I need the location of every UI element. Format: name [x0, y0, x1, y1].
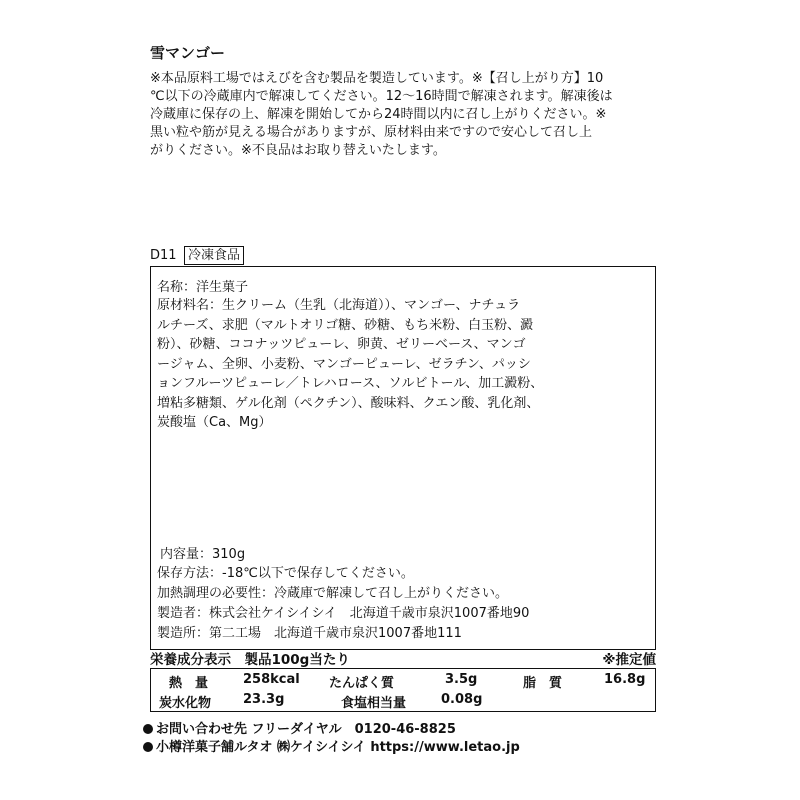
frozen-food-badge: 冷凍食品: [184, 246, 244, 265]
ingredients-line: ルチーズ、求肥（マルトオリゴ糖、砂糖、もち米粉、白玉粉、澱: [157, 317, 534, 333]
contact-line: [143, 736, 520, 755]
nutrition-heading: 栄養成分表示 製品100g当たり: [150, 652, 350, 668]
nutrition-value: 16.8g: [604, 672, 646, 687]
notes-line: ※本品原料工場ではえびを含む製品を製造しています。※【召し上がり方】10: [150, 71, 604, 86]
nutrition-value: 3.5g: [445, 672, 478, 687]
nutrition-label: 食塩相当量: [341, 696, 407, 711]
nutrition-value: 0.08g: [441, 692, 483, 707]
nutrition-note: ※推定値: [602, 652, 656, 668]
nutrition-value: 23.3g: [243, 692, 285, 707]
ingredients-line: 粉）、砂糖、ココナッツピューレ、卵黄、ゼリーベース、マンゴ: [157, 337, 526, 352]
bullet-icon: [143, 742, 153, 752]
nutrition-table: [150, 668, 656, 712]
factory-row: 製造所：第二工場 北海道千歳市泉沢1007番地111: [157, 626, 462, 641]
nutrition-label: 熱 量: [169, 676, 209, 691]
notes-line: 冷蔵庫に保存の上、解凍を開始してから24時間以内に召し上がりください。※: [150, 107, 607, 122]
nutrition-header: [150, 648, 656, 668]
nutrition-value: 258kcal: [243, 672, 300, 687]
notes-line: がりください。※不良品はお取り替えいたします。: [150, 143, 446, 158]
ingredients-block: [157, 296, 657, 433]
ingredients-line: ージャム、全卵、小麦粉、マンゴーピューレ、ゼラチン、パッシ: [157, 356, 531, 372]
ingredients-line: 炭酸塩（Ca、Mg）: [157, 415, 272, 430]
bullet-icon: [143, 724, 153, 734]
nutrition-label: 脂 質: [523, 676, 563, 691]
contact-line: [143, 718, 456, 737]
product-title: 雪マンゴー: [150, 44, 226, 62]
storage-row: 保存方法：-18℃以下で保存してください。: [157, 566, 414, 581]
contact-phone: お問い合わせ先 フリーダイヤル 0120-46-8825: [156, 722, 456, 737]
notes-line: ℃以下の冷蔵庫内で解凍してください。12～16時間で解凍されます。解凍後は: [150, 89, 613, 104]
heating-row: 加熱調理の必要性：冷蔵庫で解凍して召し上がりください。: [157, 586, 509, 601]
contact-company: 小樽洋菓子舗ルタオ ㈱ケイシイシイ https://www.letao.jp: [156, 740, 520, 755]
ingredients-line: 原材料名：生クリーム（生乳（北海道））、マンゴー、ナチュラ: [157, 298, 521, 313]
product-name-row: 名称：洋生菓子: [157, 280, 249, 295]
ingredients-line: ョンフルーツピューレ／トレハロース、ソルビトール、加工澱粉、: [157, 376, 544, 391]
notes-block: [150, 70, 670, 160]
ingredients-line: 増粘多糖類、ゲル化剤（ペクチン）、酸味料、クエン酸、乳化剤、: [157, 395, 540, 411]
nutrition-label: たんぱく質: [329, 676, 395, 691]
label-code: D11: [150, 248, 177, 263]
content-row: 内容量：310g: [160, 547, 246, 562]
notes-line: 黒い粒や筋が見える場合がありますが、原材料由来ですので安心して召し上: [150, 125, 593, 140]
manufacturer-row: 製造者：株式会社ケイシイシイ 北海道千歳市泉沢1007番地90: [157, 606, 530, 621]
nutrition-label: 炭水化物: [159, 696, 212, 711]
